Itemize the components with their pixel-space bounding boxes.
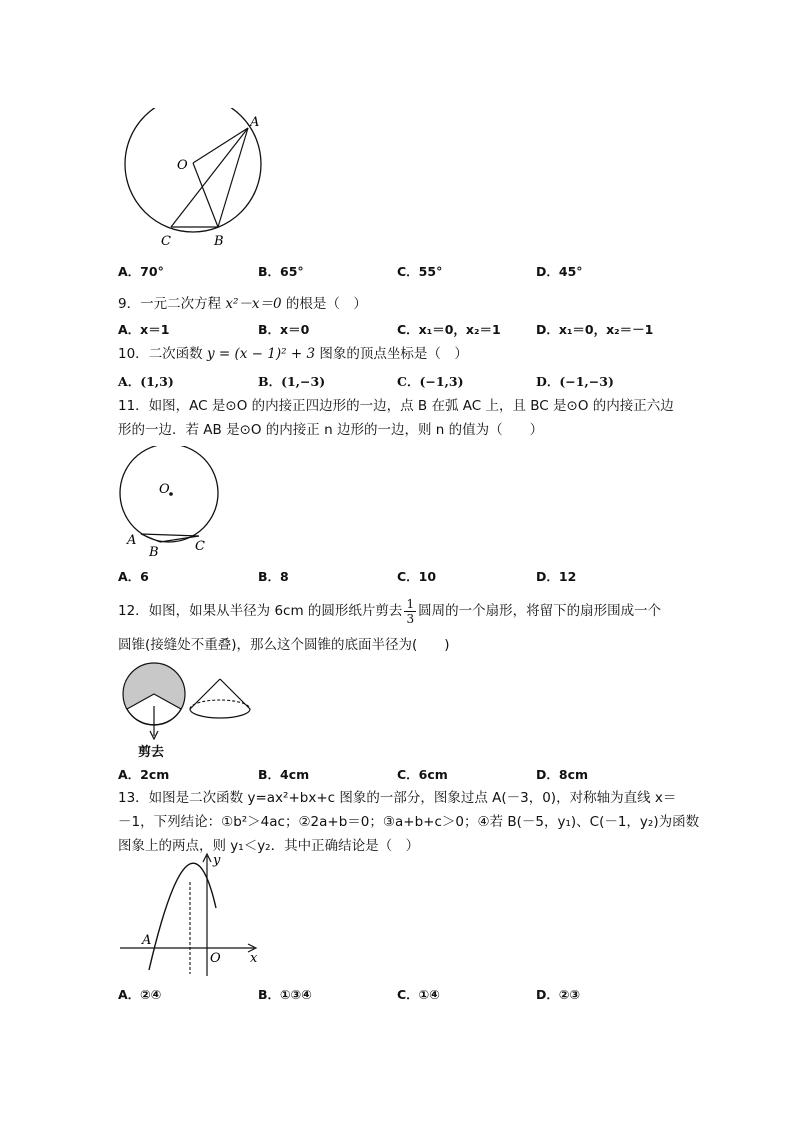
- q9-option-c[interactable]: C．x₁＝0，x₂＝1: [397, 322, 501, 337]
- q8-option-a[interactable]: A．70°: [118, 264, 164, 279]
- q8-label-C: C: [161, 234, 171, 249]
- q8-segment-AC: [171, 128, 248, 227]
- q10-option-b[interactable]: B．(1,−3): [258, 374, 326, 389]
- q10-option-c[interactable]: C．(−1,3): [397, 374, 464, 389]
- q13-option-d[interactable]: D．②③: [536, 987, 581, 1002]
- q13-parabola-curve: [149, 863, 216, 970]
- q9-stem: [118, 292, 678, 316]
- q11-option-c[interactable]: C．10: [397, 569, 437, 584]
- q12-option-b[interactable]: B．4cm: [258, 767, 310, 782]
- q12-option-c[interactable]: C．6cm: [397, 767, 448, 782]
- q11-label-O: O: [159, 482, 170, 497]
- q8-label-B: B: [214, 234, 224, 249]
- q13-label-y: y: [213, 853, 221, 868]
- q9-option-a[interactable]: A．x＝1: [118, 322, 170, 337]
- q9-number: 9．: [118, 296, 141, 312]
- q11-option-d[interactable]: D．12: [536, 569, 577, 584]
- q13-option-b[interactable]: B．①③④: [258, 987, 312, 1002]
- q12-fraction: [404, 597, 416, 626]
- q13-label-x: x: [250, 951, 258, 966]
- q8-option-c[interactable]: C．55°: [397, 264, 443, 279]
- q12-fraction-numerator: 1: [406, 596, 415, 611]
- q11-segment-AC: [141, 534, 199, 536]
- q12-text-b: 圆周的一个扇形，将留下的扇形围成一个: [418, 603, 662, 619]
- q12-stem-line2: 圆锥(接缝处不重叠)，那么这个圆锥的底面半径为( ): [118, 637, 450, 653]
- q8-label-O: O: [177, 158, 188, 173]
- q10-stem: [118, 342, 678, 366]
- q10-number: 10．: [118, 346, 149, 362]
- q10-equation: y = (x − 1)² + 3: [206, 346, 316, 362]
- q13-label-A: A: [142, 933, 152, 948]
- q11-label-B: B: [149, 545, 159, 558]
- q10-option-a[interactable]: A．(1,3): [118, 374, 174, 389]
- q8-circle: [125, 108, 261, 232]
- q8-option-d[interactable]: D．45°: [536, 264, 583, 279]
- q9-text-a: 一元二次方程: [140, 296, 222, 312]
- q12-text-a: 12．如图，如果从半径为 6cm 的圆形纸片剪去: [118, 603, 403, 619]
- q11-circle-figure: [115, 446, 230, 558]
- q12-cone-right-edge: [220, 679, 250, 709]
- q11-center-dot: [169, 492, 173, 496]
- q11-label-C: C: [195, 539, 205, 554]
- q9-equation: x²－x＝0: [225, 296, 282, 312]
- q13-stem-line3: 图象上的两点，则 y₁＜y₂．其中正确结论是（ ）: [118, 838, 420, 854]
- q11-stem-line1: 11．如图，AC 是⊙O 的内接正四边形的一边，点 B 在弧 AC 上，且 BC 是⊙O 的内接正六边: [118, 398, 674, 414]
- q12-cut-label: 剪去: [138, 745, 165, 760]
- q8-option-b[interactable]: B．65°: [258, 264, 304, 279]
- q12-option-d[interactable]: D．8cm: [536, 767, 589, 782]
- q9-option-b[interactable]: B．x＝0: [258, 322, 310, 337]
- q12-fraction-denominator: 3: [406, 611, 415, 626]
- q13-parabola-figure: [118, 852, 268, 977]
- q12-stem-line1: [118, 596, 678, 626]
- q9-option-d[interactable]: D．x₁＝0，x₂＝－1: [536, 322, 654, 337]
- q12-cone-base-back: [190, 700, 250, 709]
- q13-label-O: O: [210, 951, 221, 966]
- q11-option-a[interactable]: A．6: [118, 569, 149, 584]
- q13-option-a[interactable]: A．②④: [118, 987, 162, 1002]
- q10-text-b: 图象的顶点坐标是（ ）: [319, 346, 468, 362]
- q8-segment-OA: [193, 128, 248, 163]
- q13-stem-line2: －1，下列结论：①b²＞4ac；②2a+b＝0；③a+b+c＞0；④若 B(－5，y₁)、C(－1，y₂)为函数: [118, 814, 700, 830]
- q10-text-a: 二次函数: [148, 346, 203, 362]
- q12-cone-base-front: [190, 709, 250, 718]
- q8-label-A: A: [250, 115, 260, 130]
- q8-segment-AB: [218, 128, 248, 227]
- q12-sector-cone-figure: [118, 662, 263, 740]
- q13-stem-line1: 13．如图是二次函数 y=ax²+bx+c 图象的一部分，图象过点 A(－3，0)，对称轴为直线 x＝: [118, 790, 677, 806]
- q10-option-d[interactable]: D．(−1,−3): [536, 374, 614, 389]
- q8-circle-figure: [118, 108, 278, 253]
- q13-option-c[interactable]: C．①④: [397, 987, 440, 1002]
- q9-text-b: 的根是（ ）: [285, 296, 367, 312]
- q12-option-a[interactable]: A．2cm: [118, 767, 170, 782]
- q11-label-A: A: [127, 533, 137, 548]
- q11-segment-AB: [141, 534, 160, 542]
- q11-stem-line2: 形的一边．若 AB 是⊙O 的内接正 n 边形的一边，则 n 的值为（ ）: [118, 422, 544, 438]
- q8-segment-OB: [193, 163, 218, 227]
- q11-option-b[interactable]: B．8: [258, 569, 289, 584]
